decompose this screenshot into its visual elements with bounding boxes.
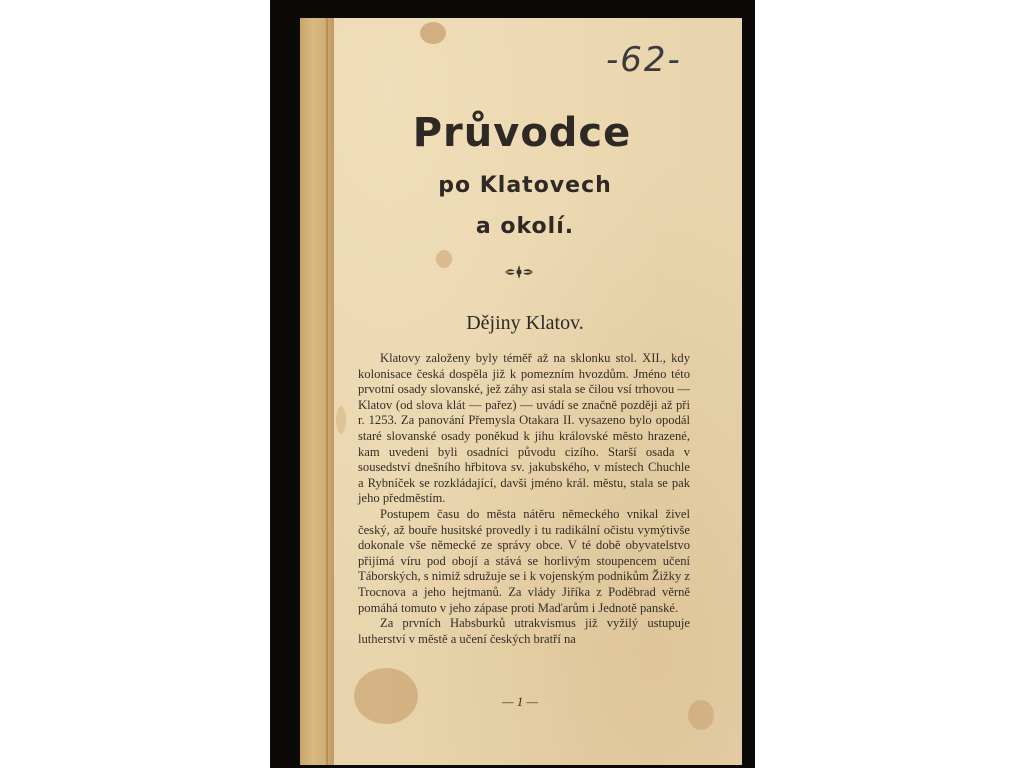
paper-stain	[354, 668, 418, 724]
paragraph-2: Postupem času do města nátěru německého vnikal živel český, až bouře husitské provedly i tu radikální očistu vymýtivše dokonale vše německé ze správy obce. V té době obyvatelstvo přijímá víru pod obojí a stává se horlivým stoupencem učení Táborských, s nimiž sdružuje se i k vojenským podnikům Žižky z Trocnova a jeho hejtmanů. Za vlády Jiříka z Poděbrad věrně pomáhá tomuto v jeho zápase proti Maďarům i Jednotě panské.	[358, 506, 690, 615]
floral-ornament-icon	[502, 262, 536, 282]
paragraph-3: Za prvních Habsburků utrakvismus již vyžilý ustupuje lutherství v městě a učení českých bratří na	[358, 616, 690, 646]
spine-crease	[326, 18, 328, 765]
page-title: Průvodce	[412, 110, 632, 156]
page-number: — 1 —	[501, 694, 539, 709]
book-spine	[300, 18, 334, 765]
paper-stain	[436, 250, 452, 268]
paragraph-1: Klatovy založeny byly téměř až na sklonku stol. XII., kdy kolonisace česká dospěla již k pomezním hvozdům. Jméno této prvotní osady slovanské, jež záhy asi stala se čilou vsí trhovou — Klatov (od slova klát — pařez) — uvádí se značně později až při r. 1253. Za panování Přemysla Otakara II. vysazeno bylo opodál staré slovanské osady poněkud k jihu královské město hrazené, kam uvedeni byli osadníci původu cizího. Starší osada v sousedství dnešního hřbitova sv. jakubského, v místech Chuchle a Rybníček se rozkládající, davši jméno král. městu, stala se pak jeho předměstím.	[358, 351, 690, 506]
section-heading: Dějiny Klatov.	[466, 312, 584, 334]
paper-stain	[336, 406, 346, 434]
paper-stain	[688, 700, 714, 730]
subtitle-line-2: a okolí.	[475, 214, 575, 239]
body-text	[358, 351, 690, 647]
handwritten-catalog-number: -62-	[606, 40, 682, 80]
subtitle-line-1: po Klatovech	[438, 173, 612, 198]
book-page	[300, 18, 742, 765]
paper-stain	[420, 22, 446, 44]
